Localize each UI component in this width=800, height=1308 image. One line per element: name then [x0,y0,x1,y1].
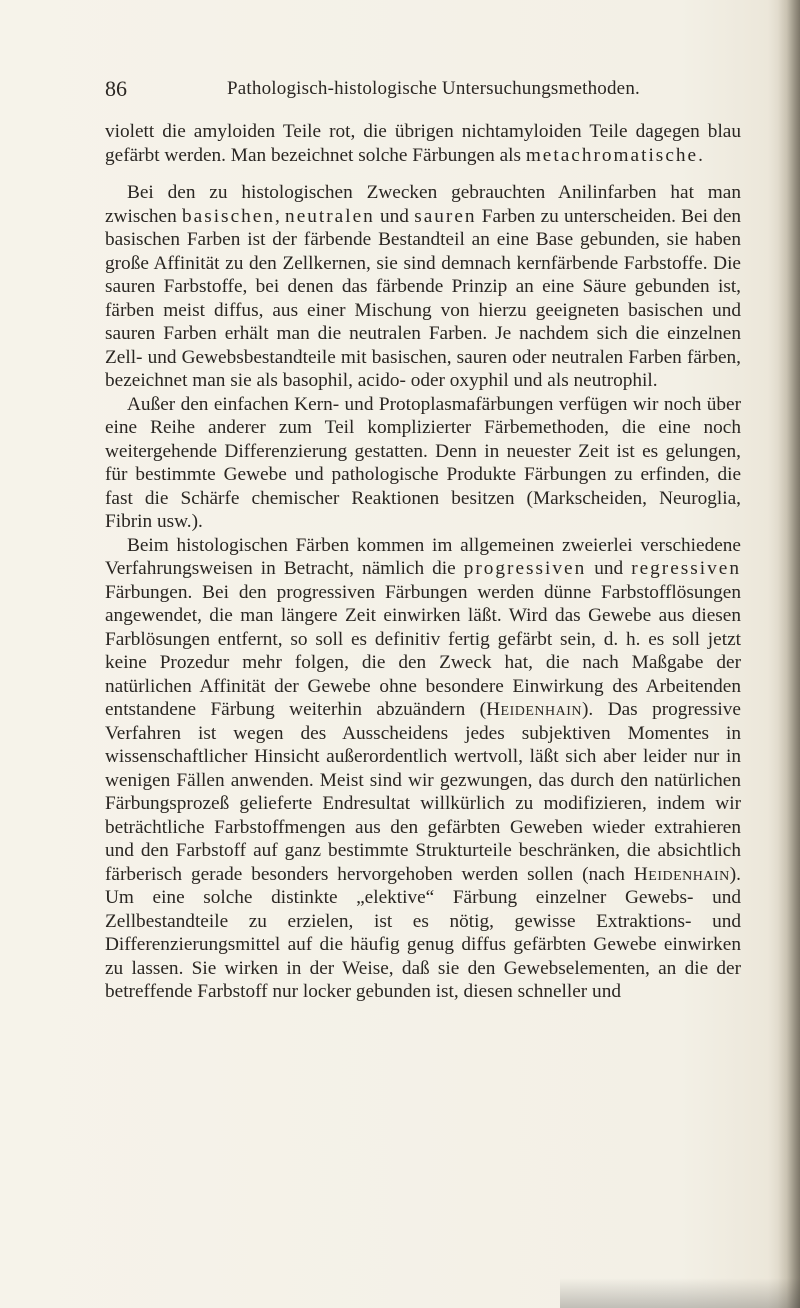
spaced-term: sauren [414,205,477,227]
page-header [105,76,745,106]
paragraph-3: Außer den einfachen Kern- und Protoplasmafärbungen verfügen wir noch über eine Reihe anderer zum Teil komplizierter Färbemethoden, die eine noch weitergehende Differenzierung gestatten. Denn in neuester Zeit ist es gelungen, für bestimmte Gewebe und pathologische Produkte Färbungen zu erfinden, die fast die Schärfe chemischer Reaktionen besitzen (Markscheiden, Neuroglia, Fibrin usw.). [105,393,741,532]
spaced-term: progressiven [463,558,587,579]
spaced-term: metachromatische [525,144,699,166]
page-bottom-shadow [560,1278,800,1308]
paragraph-1: violett die amyloiden Teile rot, die übrigen nichtamyloiden Teile dagegen blau gefärbt werden. Man bezeichnet solche Färbungen als metachromatische. [105,121,741,166]
spaced-term: neutralen [285,205,375,227]
paragraph-4: Beim histologischen Färben kommen im allgemeinen zweierlei verschiedene Verfahrungsweisen in Betracht, nämlich die progressiven und regressiven Färbungen. Bei den progressiven Färbungen werden dünne Farbstofflösungen angewendet, die man längere Zeit einwirken läßt. Wird das Gewebe aus diesen Farblösungen entfernt, so soll es definitiv fertig gefärbt sein, d. h. es soll jetzt keine Prozedur mehr folgen, die den Zweck hat, die nach Maßgabe der natürlichen Affinität der Gewebe ohne besondere Einwirkung des Arbeitenden entstandene Färbung weiterhin abzuändern (Heidenhain). Das progressive Verfahren ist wegen des Ausscheidens jedes subjektiven Momentes in wissenschaftlicher Hinsicht außerordentlich wertvoll, läßt sich aber leider nur in wenigen Fällen anwenden. Meist sind wir gezwungen, das durch den natürlichen Färbungsprozeß gelieferte Endresultat willkürlich zu modifizieren, indem wir beträchtliche Farbstoffmengen aus den gefärbten Geweben wieder extrahieren und den Farbstoff auf ganz bestimmte Strukturteile beschränken, die absichtlich färberisch gerade besonders hervorgehoben werden sollen (nach Heidenhain). Um eine solche distinkte „elektive“ Färbung einzelner Gewebs- und Zellbestandteile zu erzielen, ist es nötig, gewisse Extraktions- und Differenzierungsmittel auf die häufig genug diffus gefärbten Gewebe einwirken zu lassen. Sie wirken in der Weise, daß sie den Gewebselementen, an die der betreffende Farbstoff nur locker gebunden ist, diesen schneller und [105,534,741,1002]
author-name: Heidenhain [486,699,583,720]
body-text [105,120,741,1004]
author-name: Heidenhain [633,863,730,885]
paragraph-2: Bei den zu histologischen Zwecken gebrauchten Anilinfarben hat man zwischen basischen, neutralen und sauren Farben zu unterscheiden. Bei den basischen Farben ist der färbende Bestandteil an eine Base gebunden, sie haben große Affinität zu den Zellkernen, sie sind demnach kernfärbende Farbstoffe. Die sauren Farbstoffe, bei denen das färbende Prinzip an eine Säure gebunden ist, färben meist diffus, aus einer Mischung von hierzu geeigneten basischen und sauren Farben erhält man die neutralen Farben. Je nachdem sich die einzelnen Zell- und Gewebsbestandteile mit basischen, sauren oder neutralen Farben färben, bezeichnet man sie als basophil, acido- oder oxyphil und als neutrophil. [105,182,742,391]
spaced-term: basischen [182,205,275,227]
page-number: 86 [105,76,127,101]
running-title: Pathologisch-histologische Untersuchungsmethoden. [227,78,640,99]
spaced-term: regressiven [631,558,741,579]
page-edge-shadow [778,0,800,1308]
